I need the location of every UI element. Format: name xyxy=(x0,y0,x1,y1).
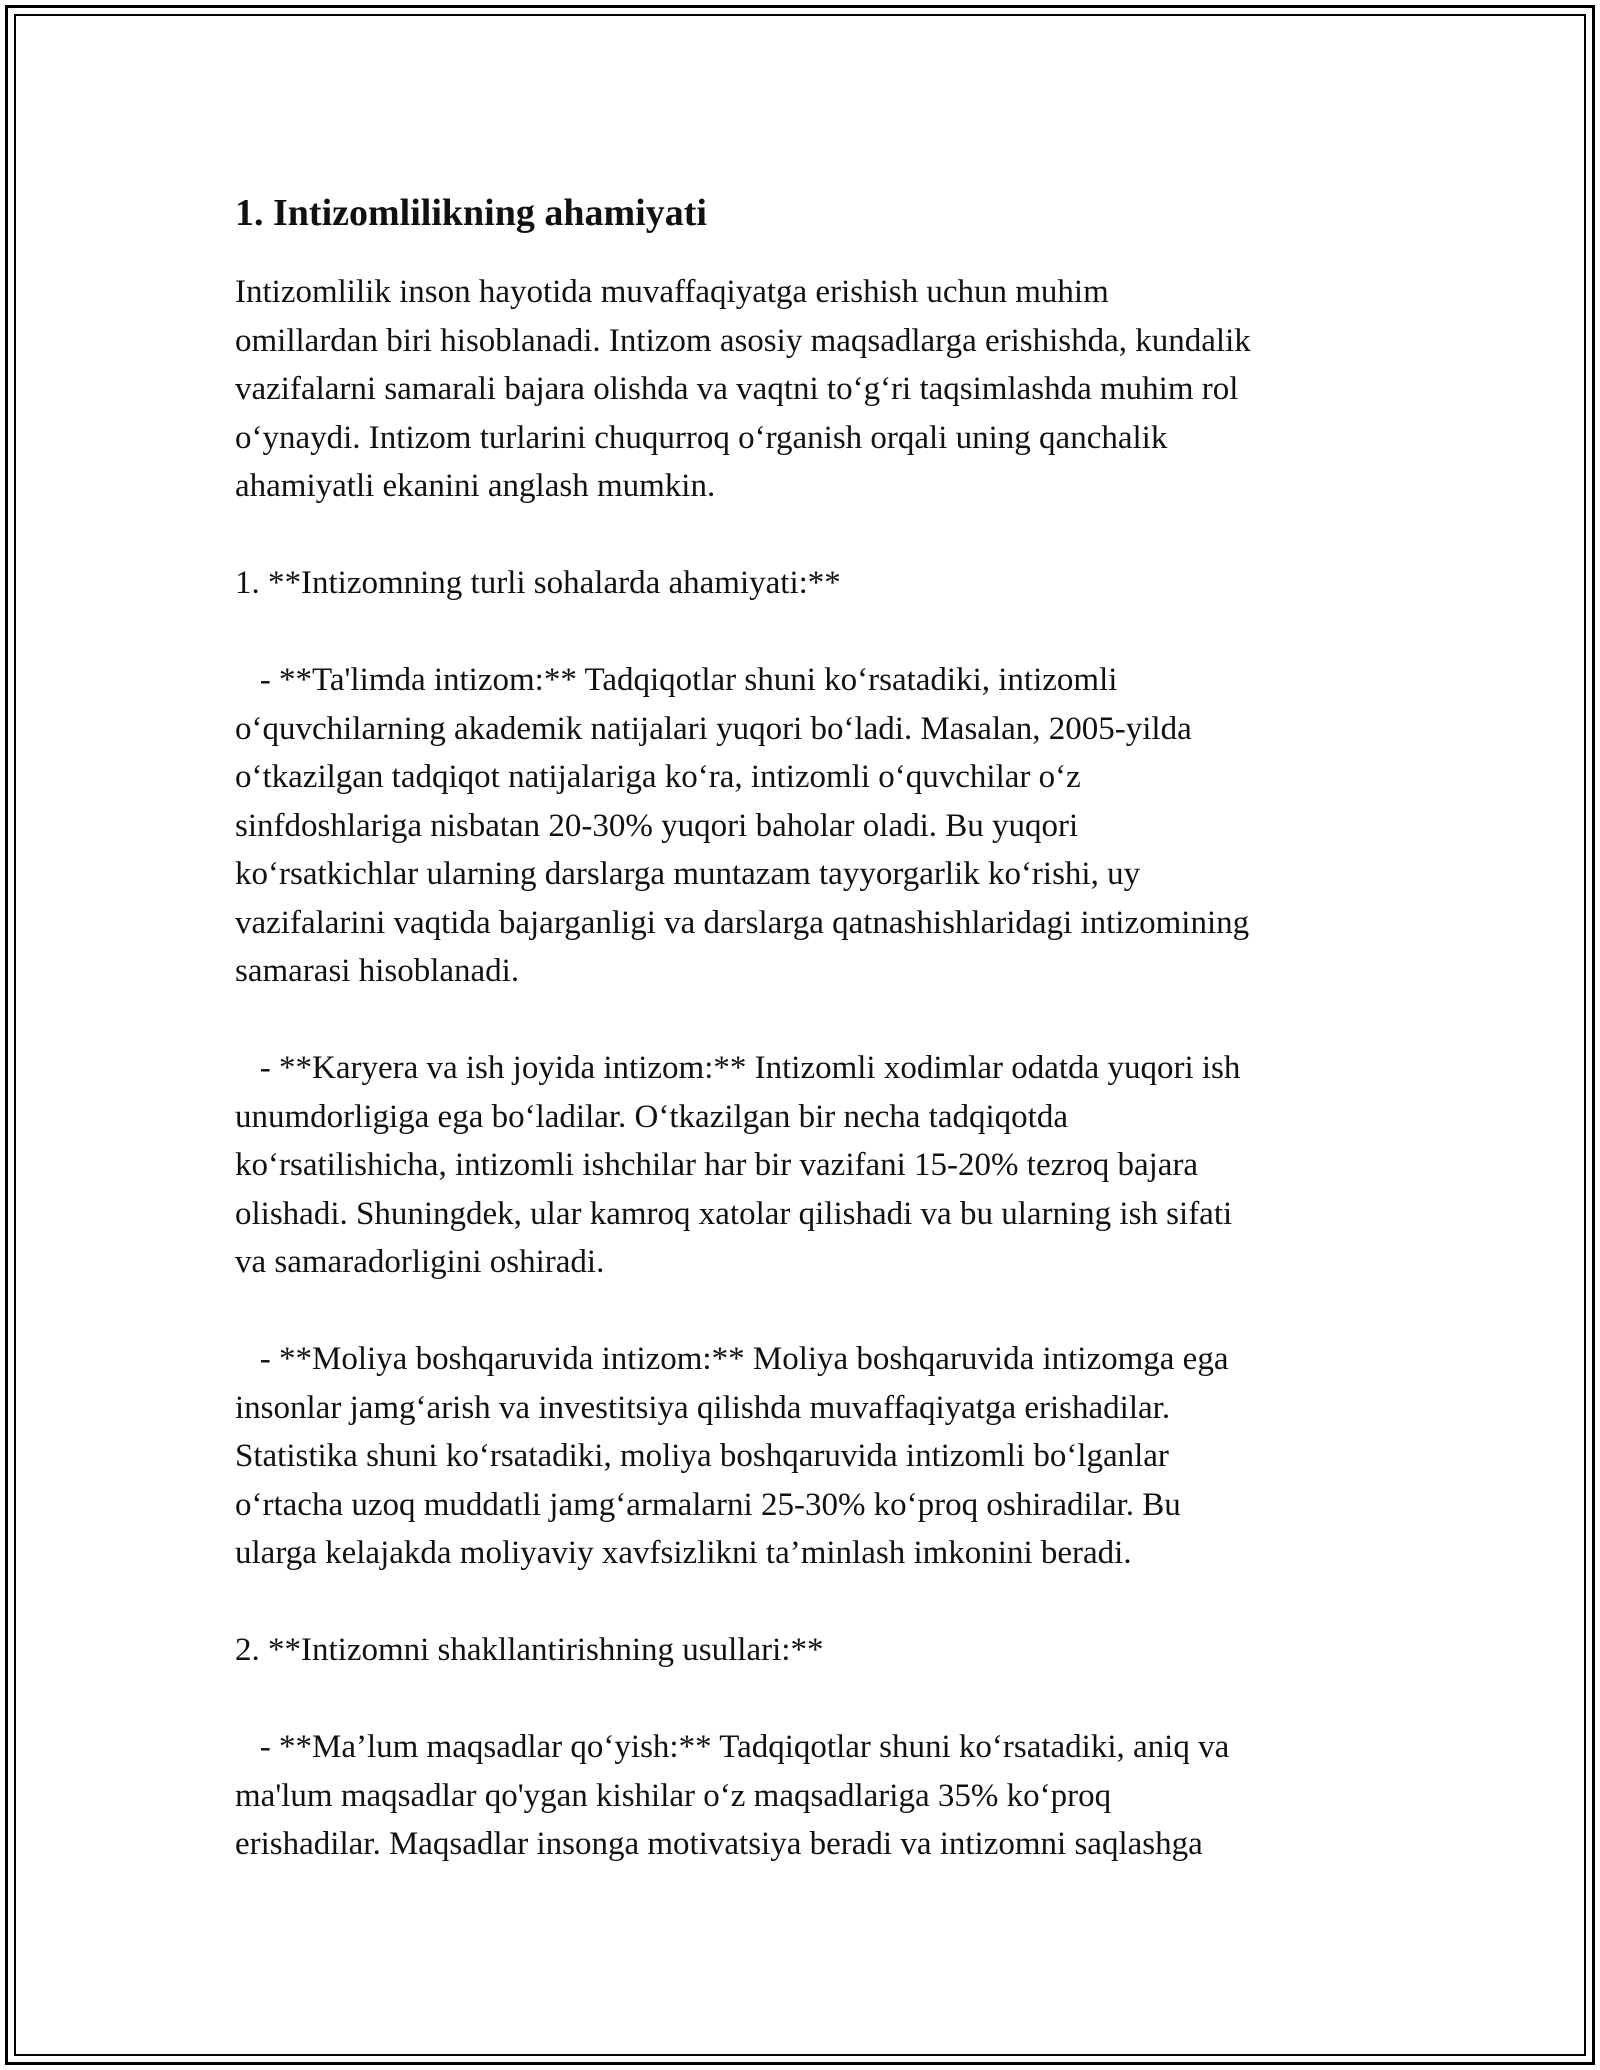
text-line: samarasi hisoblanadi. xyxy=(235,953,520,989)
text-line: - **Ta'limda intizom:** Tadqiqotlar shuni ko‘rsatadiki, intizomli xyxy=(235,662,1118,698)
text-line: va samaradorligini oshiradi. xyxy=(235,1244,605,1280)
text-line: unumdorligiga ega bo‘ladilar. O‘tkazilgan bir necha tadqiqotda xyxy=(235,1098,1068,1135)
finance-paragraph xyxy=(235,1335,1385,1578)
text-line: - **Moliya boshqaruvida intizom:** Moliya boshqaruvida intizomga ega xyxy=(235,1341,1229,1377)
career-paragraph xyxy=(235,1044,1385,1287)
text-line: o‘rtacha uzoq muddatli jamg‘armalarni 25-30% ko‘proq oshiradilar. Bu xyxy=(235,1486,1181,1523)
text-line: vazifalarini vaqtida bajarganligi va darslarga qatnashishlaridagi intizomining xyxy=(235,904,1250,941)
section-2-heading xyxy=(235,1626,1385,1675)
page-title: 1. Intizomlilikning ahamiyati xyxy=(235,192,707,234)
text-line: Statistika shuni ko‘rsatadiki, moliya boshqaruvida intizomli bo‘lganlar xyxy=(235,1438,1169,1474)
text-line: Intizomlilik inson hayotida muvaffaqiyatga erishish uchun muhim xyxy=(235,274,1109,310)
text-line: ma'lum maqsadlar qo'ygan kishilar o‘z maqsadlariga 35% ko‘proq xyxy=(235,1777,1112,1814)
section-1-heading xyxy=(235,559,1385,608)
text-line: ularga kelajakda moliyaviy xavfsizlikni ta’minlash imkonini beradi. xyxy=(235,1535,1132,1571)
education-paragraph xyxy=(235,656,1385,996)
paragraph-gap xyxy=(235,1287,1385,1336)
document-body xyxy=(235,188,1385,1869)
text-line: ko‘rsatilishicha, intizomli ishchilar har bir vazifani 15-20% tezroq bajara xyxy=(235,1147,1199,1183)
text-line: o‘tkazilgan tadqiqot natijalariga ko‘ra, intizomli o‘quvchilar o‘z xyxy=(235,759,1081,795)
paragraph-gap xyxy=(235,1578,1385,1627)
document-blocks xyxy=(235,268,1385,1869)
paragraph-gap xyxy=(235,608,1385,657)
text-line: vazifalarni samarali bajara olishda va vaqtni to‘g‘ri taqsimlashda muhim rol xyxy=(235,371,1239,407)
text-line: olishadi. Shuningdek, ular kamroq xatolar qilishadi va bu ularning ish sifati xyxy=(235,1195,1233,1232)
text-line: omillardan biri hisoblanadi. Intizom asosiy maqsadlarga erishishda, kundalik xyxy=(235,322,1251,359)
goals-paragraph xyxy=(235,1723,1385,1869)
paragraph-gap xyxy=(235,1675,1385,1724)
text-line: - **Ma’lum maqsadlar qo‘yish:** Tadqiqotlar shuni ko‘rsatadiki, aniq va xyxy=(235,1729,1230,1765)
text-line: insonlar jamg‘arish va investitsiya qilishda muvaffaqiyatga erishadilar. xyxy=(235,1389,1171,1426)
paragraph-gap xyxy=(235,511,1385,560)
text-line: 1. **Intizomning turli sohalarda ahamiyati:** xyxy=(235,565,841,601)
text-line: erishadilar. Maqsadlar insonga motivatsiya beradi va intizomni saqlashga xyxy=(235,1826,1203,1862)
text-line: o‘quvchilarning akademik natijalari yuqori bo‘ladi. Masalan, 2005-yilda xyxy=(235,710,1192,747)
text-line: ko‘rsatkichlar ularning darslarga muntazam tayyorgarlik ko‘rishi, uy xyxy=(235,856,1141,892)
text-line: ahamiyatli ekanini anglash mumkin. xyxy=(235,468,716,504)
intro-paragraph xyxy=(235,268,1385,511)
text-line: 2. **Intizomni shakllantirishning usullari:** xyxy=(235,1632,824,1668)
text-line: o‘ynaydi. Intizom turlarini chuqurroq o‘rganish orqali uning qanchalik xyxy=(235,419,1168,456)
text-line: sinfdoshlariga nisbatan 20-30% yuqori baholar oladi. Bu yuqori xyxy=(235,807,1079,844)
text-line: - **Karyera va ish joyida intizom:** Intizomli xodimlar odatda yuqori ish xyxy=(235,1050,1241,1086)
paragraph-gap xyxy=(235,996,1385,1045)
